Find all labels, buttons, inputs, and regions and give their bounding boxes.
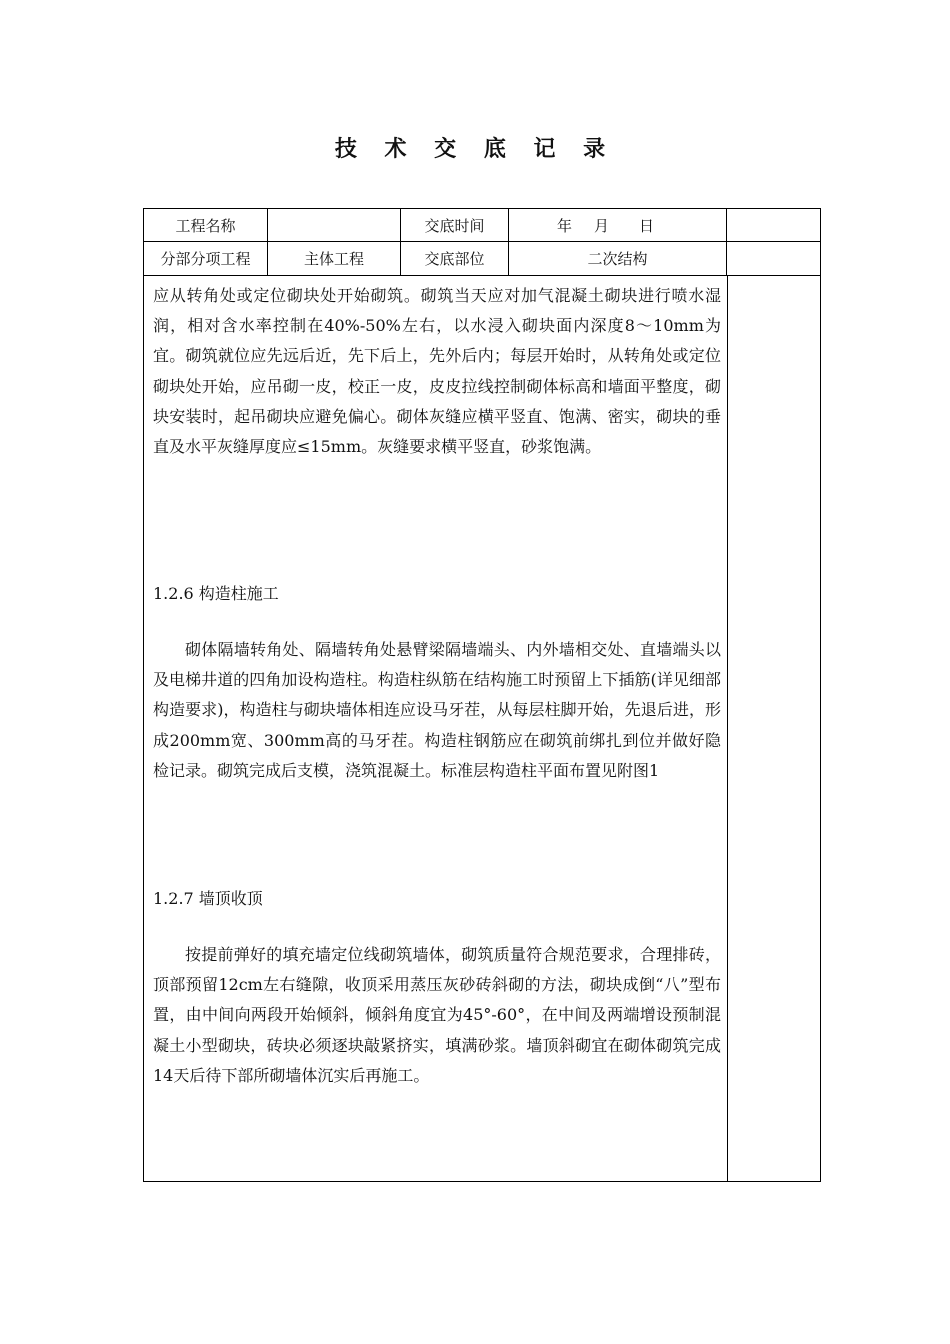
record-table [143, 208, 821, 1182]
date-month: 月 [594, 216, 610, 235]
disclosure-time-label: 交底时间 [401, 209, 509, 241]
document-title: 技 术 交 底 记 录 [334, 137, 616, 162]
date-day: 日 [639, 216, 655, 235]
disclosure-time-value [509, 209, 727, 241]
paragraph-masonry: 应从转角处或定位砌块处开始砌筑。砌筑当天应对加气混凝土砌块进行喷水湿润，相对含水率控制在40%-50%左右，以水浸入砌块面内深度8～10mm为宜。砌筑就位应先远后近，先下后上，先外后内；每层开始时，从转角处或定位砌块处开始，应吊砌一皮，校正一皮，皮皮拉线控制砌体标高和墙面平整度，砌块安装时，起吊砌块应避免偏心。砌体灰缝应横平竖直、饱满、密实，砌块的垂直及水平灰缝厚度应≤15mm。灰缝要求横平竖直，砂浆饱满。 [153, 286, 721, 457]
section-heading-1-2-6: 1.2.6 构造柱施工 [153, 584, 279, 603]
date-year: 年 [557, 216, 573, 235]
header-row-2 [144, 242, 820, 276]
paragraph-wall-top: 按提前弹好的填充墙定位线砌筑墙体，砌筑质量符合规范要求，合理排砖，顶部预留12cm左右缝隙，收顶采用蒸压灰砂砖斜砌的方法，砌块成倒“八”型布置，由中间向两段开始倾斜，倾斜角度宜为45°-60°，在中间及两端增设预制混凝土小型砌块，砖块必须逐块敲紧挤实，填满砂浆。墙顶斜砌宜在砌体砌筑完成14天后待下部所砌墙体沉实后再施工。 [153, 945, 721, 1085]
subdivision-label: 分部分项工程 [144, 242, 268, 275]
header-row-1-extra [727, 209, 820, 241]
project-name-label: 工程名称 [144, 209, 268, 241]
paragraph-structural-columns: 砌体隔墙转角处、隔墙转角处悬臂梁隔墙端头、内外墙相交处、直墙端头以及电梯井道的四角加设构造柱。构造柱纵筋在结构施工时预留上下插筋(详见细部构造要求)，构造柱与砌块墙体相连应设马牙茬，从每层柱脚开始，先退后进，形成200mm宽、300mm高的马牙茬。构造柱钢筋应在砌筑前绑扎到位并做好隐检记录。砌筑完成后支模，浇筑混凝土。标准层构造柱平面布置见附图1 [153, 640, 721, 780]
header-row-1 [144, 209, 820, 242]
subdivision-value: 主体工程 [268, 242, 401, 275]
header-row-2-extra [727, 242, 820, 275]
section-heading-1-2-7: 1.2.7 墙顶收顶 [153, 889, 263, 908]
disclosure-location-label: 交底部位 [401, 242, 509, 275]
project-name-value [268, 209, 401, 241]
disclosure-location-value: 二次结构 [509, 242, 727, 275]
side-column-divider [727, 276, 728, 1181]
